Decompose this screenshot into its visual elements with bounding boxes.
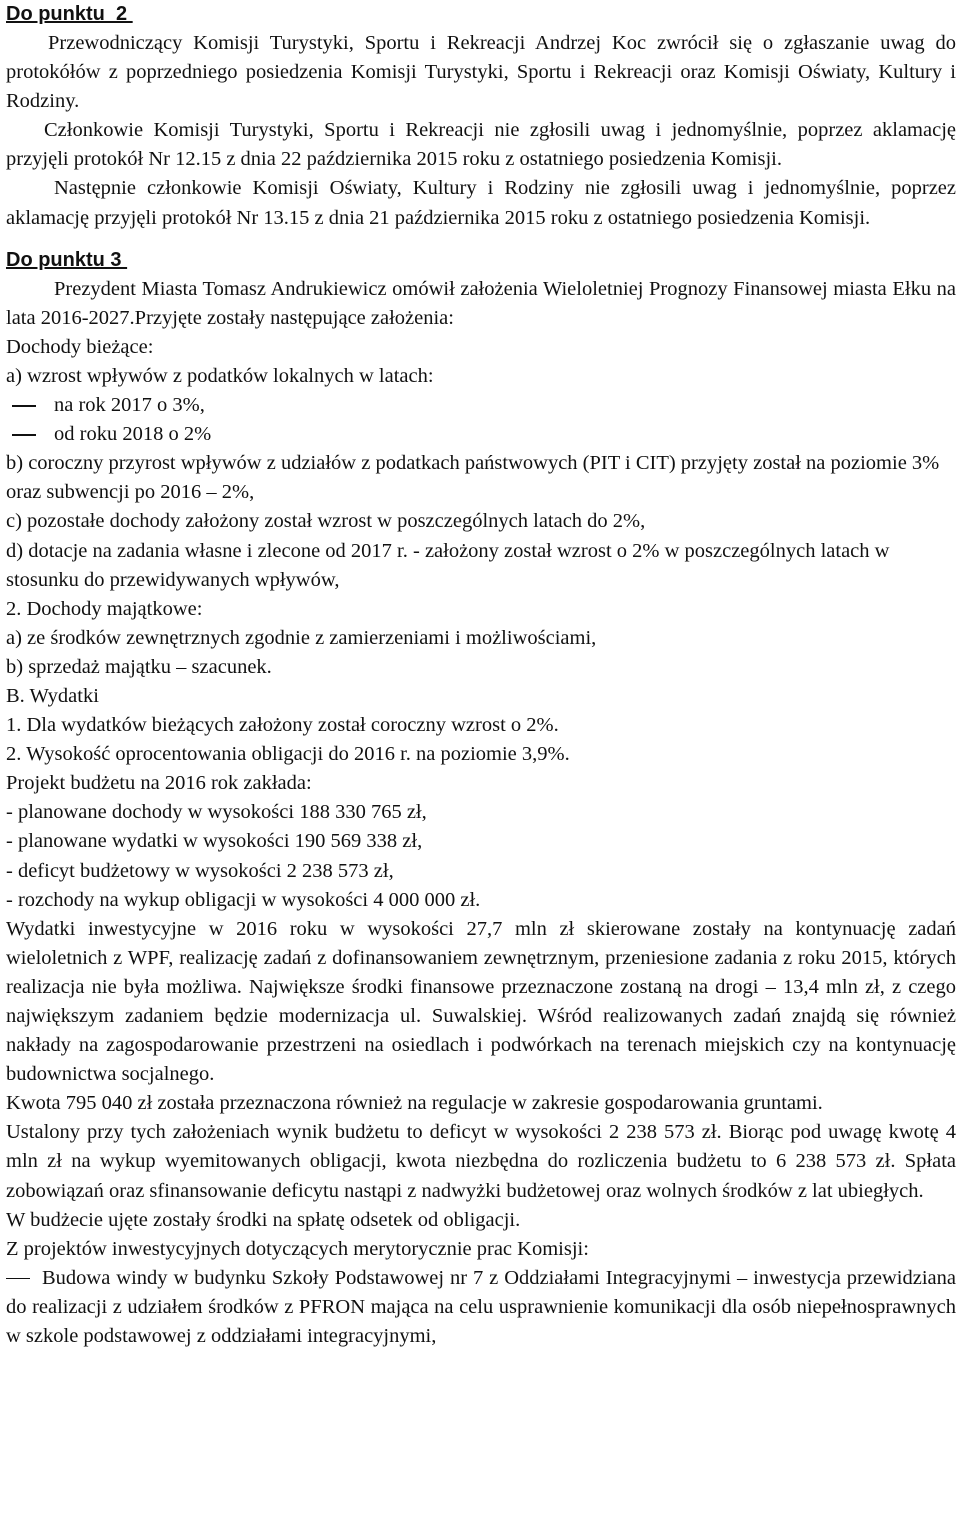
dash-item-2018 [6, 420, 956, 449]
line-deficit: - deficyt budżetowy w wysokości 2 238 573 zł, [6, 859, 394, 882]
line-bond-buyback: - rozchody na wykup obligacji w wysokości 4 000 000 zł. [6, 888, 481, 911]
paragraph-chair-request: Przewodniczący Komisji Turystyki, Sportu i Rekreacji Andrzej Koc zwrócił się o zgłaszanie uwag do protokółów z poprzedniego posiedzenia Komisji Turystyki, Sportu i Rekreacji oraz Komisji Oświaty, Kultury i Rodziny. [6, 32, 956, 113]
dash-item-text: na rok 2017 o 3%, [54, 394, 205, 417]
section-heading-punkt-2: Do punktu 2 [6, 3, 133, 25]
line-current-income: Dochody bieżące: [6, 335, 154, 358]
paragraph-budget-result: Ustalony przy tych założeniach wynik budżetu to deficyt w wysokości 2 238 573 zł. Biorąc pod uwagę kwotę 4 mln zł na wykup wyemitowanych obligacji, kwota niezbędna do rozliczenia budżetu to 6 238 573 zł. Spłata zobowiązań oraz sfinansowanie deficytu nastąpi z nadwyżki budżetowej oraz wolnych środków z lat ubiegłych. [6, 1121, 956, 1202]
line-planned-income: - planowane dochody w wysokości 188 330 765 zł, [6, 801, 427, 824]
line-bond-interest-funds: W budżecie ujęte zostały środki na spłatę odsetek od obligacji. [6, 1208, 521, 1231]
line-current-expenses: 1. Dla wydatków bieżących założony został coroczny wzrost o 2%. [6, 714, 559, 737]
dash-item-2017 [6, 391, 956, 420]
elevator-project-text: Budowa windy w budynku Szkoły Podstawowej nr 7 z Oddziałami Integracyjnymi – inwestycja przewidziana do realizacji z udziałem środków z PFRON mająca na celu usprawnienie komunikacji dla osób niepełnosprawnych w szkole podstawowej z oddziałami integracyjnymi, [6, 1266, 956, 1348]
line-local-taxes: a) wzrost wpływów z podatków lokalnych w latach: [6, 364, 434, 387]
spacer [6, 233, 956, 246]
line-property-income: 2. Dochody majątkowe: [6, 597, 203, 620]
dash-icon [12, 434, 36, 436]
line-other-income: c) pozostałe dochody założony został wzrost w poszczególnych latach do 2%, [6, 510, 646, 533]
paragraph-grants: d) dotacje na zadania własne i zlecone od 2017 r. - założony został wzrost o 2% w poszczególnych latach w stosunku do przewidywanych wpływów, [6, 539, 890, 591]
line-bond-interest: 2. Wysokość oprocentowania obligacji do 2016 r. na poziomie 3,9%. [6, 743, 570, 766]
paragraph-tourism-committee: Członkowie Komisji Turystyki, Sportu i Rekreacji nie zgłosili uwag i jednomyślnie, poprzez aklamację przyjęli protokół Nr 12.15 z dnia 22 października 2015 roku z ostatniego posiedzenia Komisji. [6, 119, 956, 171]
line-committee-projects: Z projektów inwestycyjnych dotyczących merytorycznie prac Komisji: [6, 1237, 589, 1260]
paragraph-education-committee: Następnie członkowie Komisji Oświaty, Kultury i Rodziny nie zgłosili uwag i jednomyślnie, poprzez aklamację przyjęli protokół Nr 13.15 z dnia 21 października 2015 roku z ostatniego posiedzenia Komisji. [6, 177, 956, 229]
paragraph-investment-expenses: Wydatki inwestycyjne w 2016 roku w wysokości 27,7 mln zł skierowane zostały na kontynuację zadań wieloletnich z WPF, realizację zadań z dofinansowaniem zewnętrznym, przeniesione zadania z roku 2015, których realizacja nie była możliwa. Największe środki finansowe przeznaczone zostaną na drogi – 13,4 mln zł, z czego największym zadaniem będzie modernizacja ul. Suwalskiej. Wśród realizowanych zadań znajdą się również nakłady na zagospodarowanie przestrzeni na osiedlach i podwórkach na terenach miejskich czy na kontynuację budownictwa socjalnego. [6, 917, 956, 1086]
dash-icon [12, 405, 36, 407]
line-expenses-heading: B. Wydatki [6, 684, 99, 707]
paragraph-elevator-project [6, 1264, 956, 1351]
line-budget-project: Projekt budżetu na 2016 rok zakłada: [6, 772, 312, 795]
line-external-funds: a) ze środków zewnętrznych zgodnie z zamierzeniami i możliwościami, [6, 626, 597, 649]
paragraph-mayor-wpf: Prezydent Miasta Tomasz Andrukiewicz omówił założenia Wieloletniej Prognozy Finansowej miasta Ełku na lata 2016-2027.Przyjęte zostały następujące założenia: [6, 277, 956, 329]
dash-item-text: od roku 2018 o 2% [54, 423, 212, 446]
paragraph-state-taxes: b) coroczny przyrost wpływów z udziałów z podatkach państwowych (PIT i CIT) przyjęty został na poziomie 3% oraz subwencji po 2016 – 2%, [6, 452, 940, 504]
section-heading-punkt-3: Do punktu 3 [6, 248, 128, 271]
line-planned-expenses: - planowane wydatki w wysokości 190 569 338 zł, [6, 830, 423, 853]
line-property-sale: b) sprzedaż majątku – szacunek. [6, 655, 272, 678]
dash-icon [6, 1278, 30, 1280]
paragraph-land-regulation: Kwota 795 040 zł została przeznaczona również na regulacje w zakresie gospodarowania gruntami. [6, 1092, 823, 1115]
